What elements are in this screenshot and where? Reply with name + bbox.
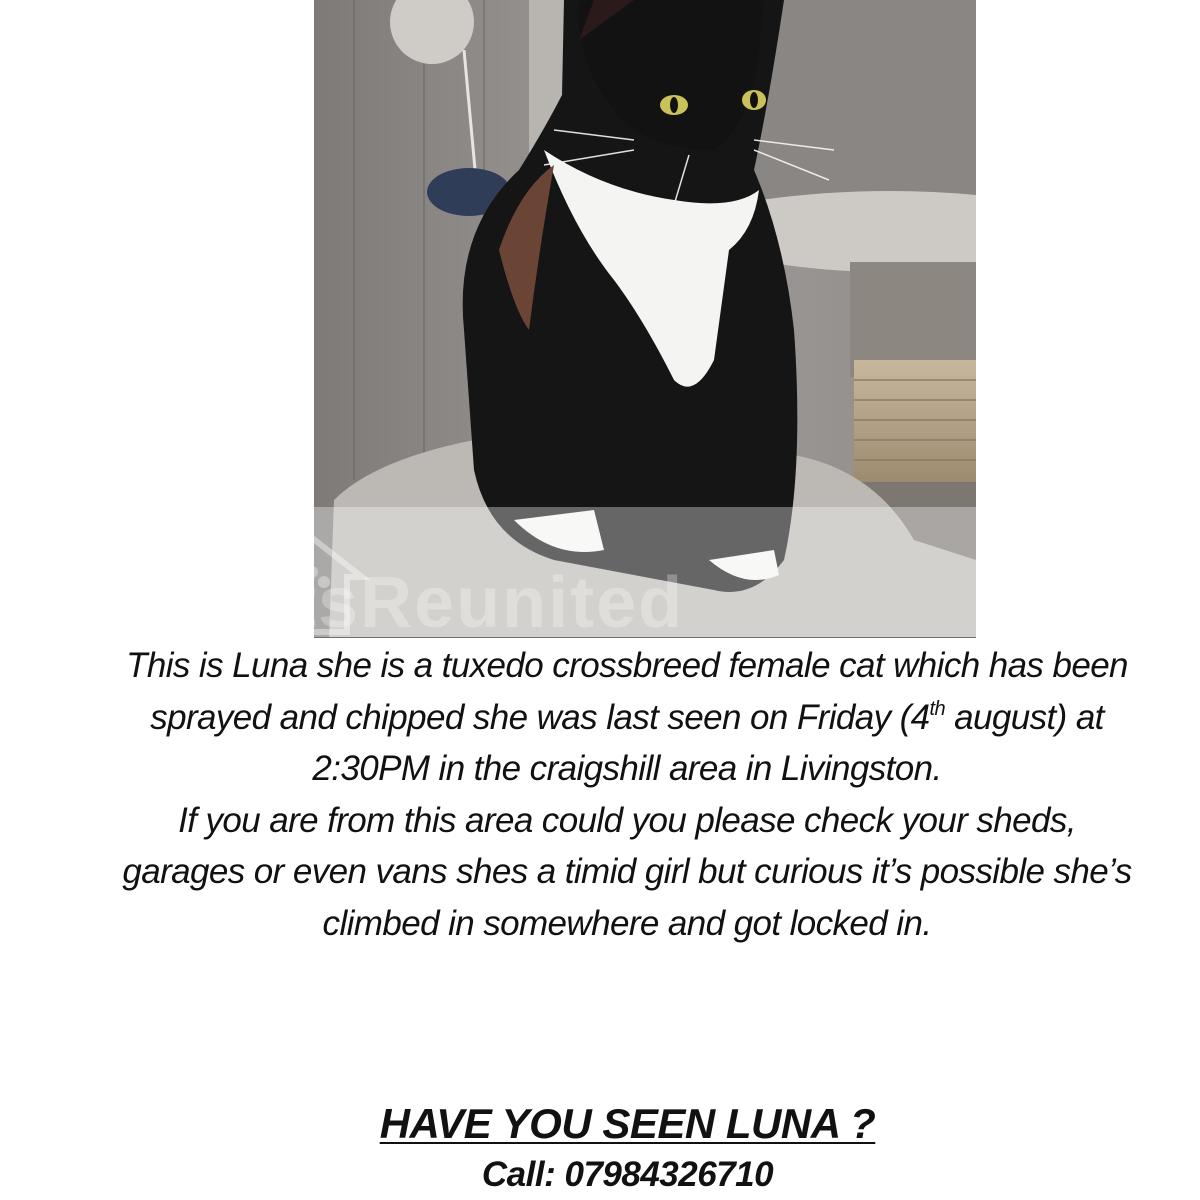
headline: HAVE YOU SEEN LUNA ?: [379, 1100, 876, 1147]
watermark-text: PetsReunited: [200, 563, 685, 643]
appeal-paragraph: If you are from this area could you please check your sheds, garages or even vans shes a timid girl but curious it’s possible she’s climbed in somewhere and got locked in.: [122, 800, 1132, 943]
date-suffix: th: [929, 697, 946, 720]
description-paragraph: This is Luna she is a tuxedo crossbreed female cat which has been sprayed and chipped she was last seen on Friday (4th august) at 2:30PM in the craigshill area in Livingston.: [126, 646, 1128, 788]
description: [120, 640, 1134, 949]
phone-number[interactable]: Call: 07984326710: [481, 1155, 774, 1194]
